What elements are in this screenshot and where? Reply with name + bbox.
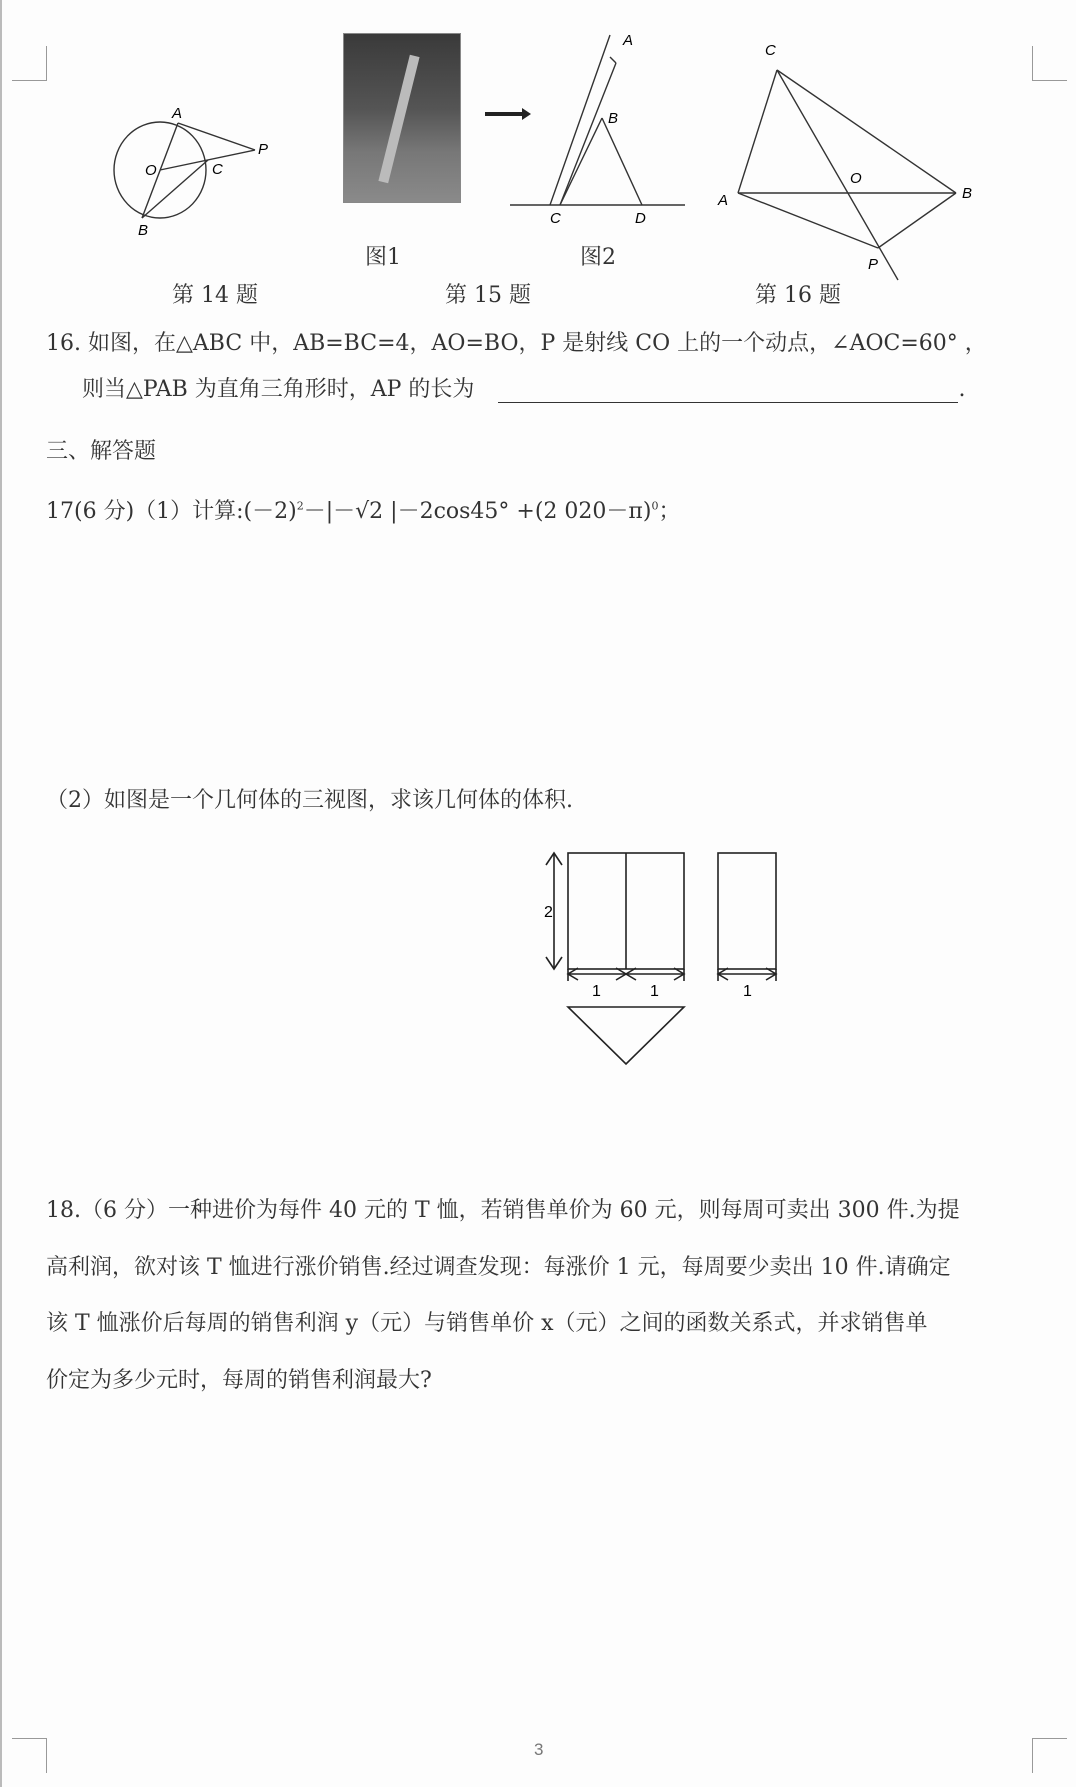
label-b: B [608,110,619,127]
q16-line1: 16. 如图，在△ABC 中，AB=BC=4，AO=BO，P 是射线 CO 上的一个动点，∠AOC=60° ， [46,331,987,356]
q17-part2: （2）如图是一个几何体的三视图，求该几何体的体积. [46,788,573,813]
corner-mark-top-left [12,46,47,81]
label-a: A [718,192,729,209]
label-p: P [868,256,879,273]
q17-mid: －|－√2 |－2cos45° +(2 020－π) [303,499,652,524]
three-view-figure [540,845,790,1070]
corner-mark-bottom-left [12,1738,47,1773]
figure-14 [100,100,280,240]
label-o: O [145,162,157,179]
fig2-caption: 图2 [580,245,616,270]
q18-line4: 价定为多少元时，每周的销售利润最大? [46,1368,432,1393]
q17-end: ； [658,499,681,524]
page-number: 3 [534,1740,544,1759]
dim-width-1: 1 [592,983,601,1000]
q16-end: . [958,377,966,402]
label-p: P [258,141,269,158]
page-left-edge [0,0,2,1787]
label-b: B [138,222,149,239]
easel-photo [343,33,461,203]
label-c: C [212,161,223,178]
q18-line1: 18.（6 分）一种进价为每件 40 元的 T 恤，若销售单价为 60 元，则每周可卖出 300 件.为提 [46,1198,960,1223]
figure-15-diagram [510,25,690,225]
q16-line2 [82,372,965,403]
q18-line3: 该 T 恤涨价后每周的销售利润 y（元）与销售单价 x（元）之间的函数关系式，并求销售单 [46,1311,928,1336]
dim-width-3: 1 [743,983,752,1000]
dim-height: 2 [544,904,553,921]
q14-caption: 第 14 题 [172,283,258,308]
dim-width-2: 1 [650,983,659,1000]
label-d: D [635,210,646,225]
q16-caption: 第 16 题 [755,283,841,308]
figure-16 [710,35,980,295]
exponent-0: 0 [651,499,659,513]
q15-caption: 第 15 题 [445,283,531,308]
q16-line2-text: 则当△PAB 为直角三角形时，AP 的长为 [82,377,475,402]
corner-mark-top-right [1032,46,1067,81]
fig1-caption: 图1 [365,245,401,270]
label-b: B [962,185,973,202]
label-c: C [765,42,776,59]
q18-line2: 高利润，欲对该 T 恤进行涨价销售.经过调查发现：每涨价 1 元，每周要少卖出 10 件.请确定 [46,1255,951,1280]
section-heading: 三、解答题 [46,439,157,464]
corner-mark-bottom-right [1032,1738,1067,1773]
answer-blank[interactable] [498,382,958,403]
label-o: O [850,170,862,187]
q17-prefix: 17(6 分)（1）计算:(－2) [46,499,297,524]
label-c: C [550,210,561,225]
exponent-2: 2 [296,499,304,513]
label-a: A [172,105,183,122]
label-a: A [623,32,634,49]
q17-part1 [46,494,680,525]
